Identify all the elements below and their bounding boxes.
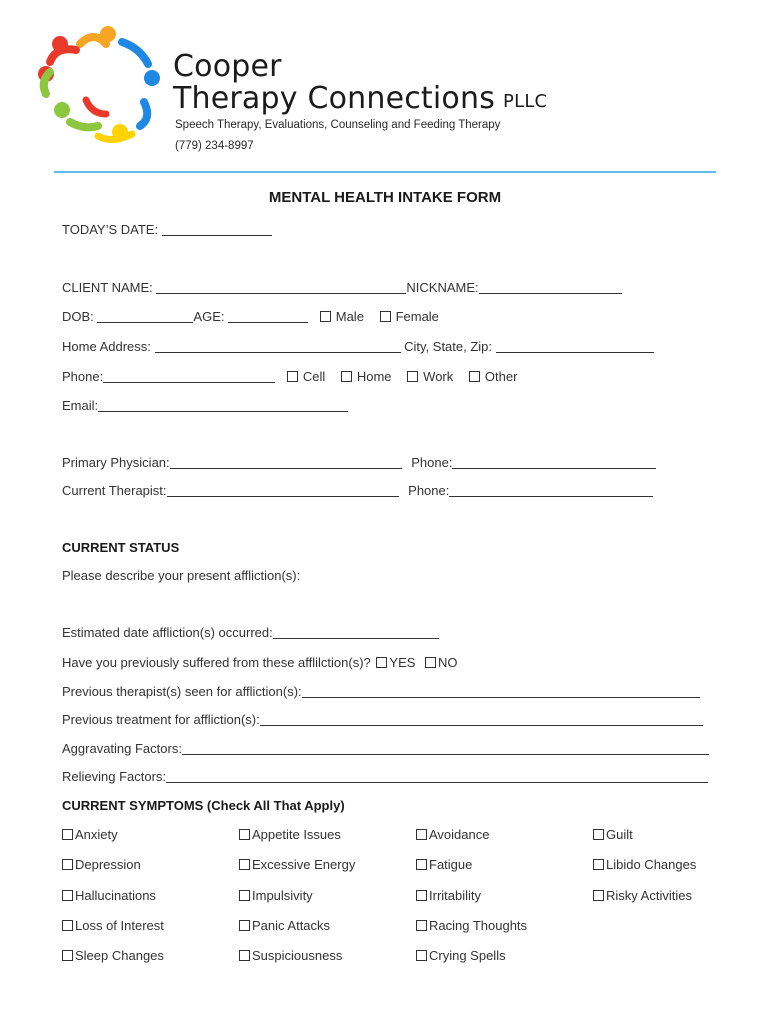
symptom-fatigue[interactable]	[416, 856, 472, 874]
todays-date-row	[62, 221, 272, 239]
symptom-guilt[interactable]	[593, 826, 633, 844]
work-label: Work	[423, 369, 454, 384]
symptom-label: Excessive Energy	[252, 857, 356, 872]
no-label: NO	[438, 655, 458, 670]
no-option[interactable]	[425, 655, 458, 670]
describe-affliction-label: Please describe your present affliction(s):	[62, 568, 301, 583]
anxiety-checkbox[interactable]	[62, 829, 73, 840]
symptom-label: Irritability	[429, 888, 482, 903]
phone-work-option[interactable]	[407, 369, 453, 384]
symptom-appetite-issues[interactable]	[239, 826, 341, 844]
symptom-irritability[interactable]	[416, 887, 481, 905]
city-state-zip-label: City, State, Zip:	[404, 339, 493, 354]
symptom-label: Guilt	[606, 827, 633, 842]
home-checkbox[interactable]	[341, 371, 352, 382]
no-checkbox[interactable]	[425, 657, 436, 668]
physician-phone-label: Phone:	[411, 455, 453, 470]
previous-therapist-label: Previous therapist(s) seen for affliction(s):	[62, 684, 302, 699]
female-option[interactable]	[380, 309, 439, 324]
hallucinations-checkbox[interactable]	[62, 890, 73, 901]
home-label: Home	[356, 369, 392, 384]
symptom-label: Crying Spells	[429, 948, 506, 963]
risky-activities-checkbox[interactable]	[593, 890, 604, 901]
symptom-label: Impulsivity	[252, 888, 313, 903]
symptom-risky-activities[interactable]	[593, 887, 692, 905]
symptom-label: Libido Changes	[606, 857, 697, 872]
symptom-impulsivity[interactable]	[239, 887, 313, 905]
symptom-label: Loss of Interest	[75, 918, 164, 933]
excessive-energy-checkbox[interactable]	[239, 859, 250, 870]
physician-phone-field[interactable]	[452, 454, 656, 469]
estimated-date-row	[62, 624, 439, 642]
age-label: AGE:	[193, 309, 225, 324]
aggravating-factors-row	[62, 740, 709, 758]
symptom-excessive-energy[interactable]	[239, 856, 355, 874]
sleep-changes-checkbox[interactable]	[62, 950, 73, 961]
phone-row	[62, 368, 517, 386]
symptom-label: Anxiety	[75, 827, 118, 842]
estimated-date-field[interactable]	[273, 624, 439, 639]
header-divider	[54, 171, 716, 173]
current-therapist-field[interactable]	[167, 482, 399, 497]
current-therapist-row	[62, 482, 653, 500]
previous-treatment-field[interactable]	[260, 711, 703, 726]
brand-name-main: Therapy Connections	[173, 81, 496, 116]
symptom-label: Fatigue	[429, 857, 473, 872]
symptom-sleep-changes[interactable]	[62, 947, 164, 965]
client-name-label: CLIENT NAME:	[62, 280, 153, 295]
other-checkbox[interactable]	[469, 371, 480, 382]
symptom-label: Racing Thoughts	[429, 918, 528, 933]
loss-of-interest-checkbox[interactable]	[62, 920, 73, 931]
symptom-libido-changes[interactable]	[593, 856, 696, 874]
aggravating-factors-label: Aggravating Factors:	[62, 741, 182, 756]
home-address-field[interactable]	[155, 338, 401, 353]
previously-suffered-row	[62, 654, 458, 672]
tagline: Speech Therapy, Evaluations, Counseling and Feeding Therapy	[175, 119, 501, 131]
impulsivity-checkbox[interactable]	[239, 890, 250, 901]
symptom-loss-of-interest[interactable]	[62, 917, 164, 935]
symptom-label: Sleep Changes	[75, 948, 164, 963]
panic-attacks-checkbox[interactable]	[239, 920, 250, 931]
primary-physician-row	[62, 454, 656, 472]
client-name-field[interactable]	[156, 279, 406, 294]
nickname-field[interactable]	[479, 279, 622, 294]
crying-spells-checkbox[interactable]	[416, 950, 427, 961]
phone-label: Phone:	[62, 369, 104, 384]
previous-therapist-field[interactable]	[302, 683, 700, 698]
age-field[interactable]	[228, 308, 308, 323]
racing-thoughts-checkbox[interactable]	[416, 920, 427, 931]
client-name-row	[62, 279, 622, 297]
libido-changes-checkbox[interactable]	[593, 859, 604, 870]
phone-home-option[interactable]	[341, 369, 392, 384]
relieving-factors-row	[62, 768, 708, 786]
brand-name-line1: Cooper	[173, 49, 282, 84]
home-address-row	[62, 338, 654, 356]
symptom-crying-spells[interactable]	[416, 947, 506, 965]
female-label: Female	[395, 309, 439, 324]
symptom-label: Avoidance	[429, 827, 490, 842]
email-field[interactable]	[98, 397, 348, 412]
therapist-phone-label: Phone:	[408, 483, 450, 498]
previous-therapist-row	[62, 683, 700, 701]
symptom-avoidance[interactable]	[416, 826, 489, 844]
symptom-hallucinations[interactable]	[62, 887, 156, 905]
avoidance-checkbox[interactable]	[416, 829, 427, 840]
yes-checkbox[interactable]	[376, 657, 387, 668]
home-address-label: Home Address:	[62, 339, 151, 354]
irritability-checkbox[interactable]	[416, 890, 427, 901]
fatigue-checkbox[interactable]	[416, 859, 427, 870]
form-title: MENTAL HEALTH INTAKE FORM	[268, 189, 502, 206]
guilt-checkbox[interactable]	[593, 829, 604, 840]
header-phone: (779) 234-8997	[175, 140, 254, 152]
previous-treatment-row	[62, 711, 703, 729]
male-option[interactable]	[320, 309, 364, 324]
symptom-label: Hallucinations	[75, 888, 156, 903]
symptom-label: Appetite Issues	[252, 827, 341, 842]
previously-suffered-label: Have you previously suffered from these afflilction(s)?	[62, 655, 371, 670]
symptom-depression[interactable]	[62, 856, 141, 874]
primary-physician-field[interactable]	[170, 454, 402, 469]
male-checkbox[interactable]	[320, 311, 331, 322]
work-checkbox[interactable]	[407, 371, 418, 382]
city-state-zip-field[interactable]	[496, 338, 654, 353]
email-row	[62, 397, 348, 415]
symptom-suspiciousness[interactable]	[239, 947, 342, 965]
aggravating-factors-field[interactable]	[182, 740, 709, 755]
symptom-panic-attacks[interactable]	[239, 917, 330, 935]
yes-label: YES	[389, 655, 416, 670]
estimated-date-label: Estimated date affliction(s) occurred:	[62, 625, 273, 640]
current-therapist-label: Current Therapist:	[62, 483, 167, 498]
todays-date-field[interactable]	[162, 221, 272, 236]
primary-physician-label: Primary Physician:	[62, 455, 170, 470]
symptoms-heading: CURRENT SYMPTOMS (Check All That Apply)	[62, 798, 345, 813]
todays-date-label: TODAY’S DATE:	[62, 222, 159, 237]
previous-treatment-label: Previous treatment for affliction(s):	[62, 712, 260, 727]
phone-other-option[interactable]	[469, 369, 518, 384]
email-label: Email:	[62, 398, 99, 413]
appetite-issues-checkbox[interactable]	[239, 829, 250, 840]
depression-checkbox[interactable]	[62, 859, 73, 870]
phone-cell-option[interactable]	[287, 369, 325, 384]
female-checkbox[interactable]	[380, 311, 391, 322]
symptom-label: Risky Activities	[606, 888, 692, 903]
company-logo	[36, 22, 166, 147]
nickname-label: NICKNAME:	[406, 280, 479, 295]
symptom-label: Suspiciousness	[252, 948, 343, 963]
symptom-racing-thoughts[interactable]	[416, 917, 527, 935]
brand-suffix: PLLC	[503, 91, 548, 112]
phone-field[interactable]	[103, 368, 275, 383]
dob-row	[62, 308, 439, 326]
dob-field[interactable]	[97, 308, 193, 323]
cell-label: Cell	[302, 369, 326, 384]
suspiciousness-checkbox[interactable]	[239, 950, 250, 961]
yes-option[interactable]	[376, 655, 415, 670]
symptom-anxiety[interactable]	[62, 826, 118, 844]
brand-name-line2	[173, 82, 547, 119]
relieving-factors-label: Relieving Factors:	[62, 769, 167, 784]
current-status-heading: CURRENT STATUS	[62, 540, 180, 555]
relieving-factors-field[interactable]	[166, 768, 708, 783]
other-label: Other	[484, 369, 518, 384]
symptom-label: Depression	[75, 857, 141, 872]
cell-checkbox[interactable]	[287, 371, 298, 382]
therapist-phone-field[interactable]	[449, 482, 653, 497]
male-label: Male	[335, 309, 364, 324]
dob-label: DOB:	[62, 309, 94, 324]
symptom-label: Panic Attacks	[252, 918, 331, 933]
